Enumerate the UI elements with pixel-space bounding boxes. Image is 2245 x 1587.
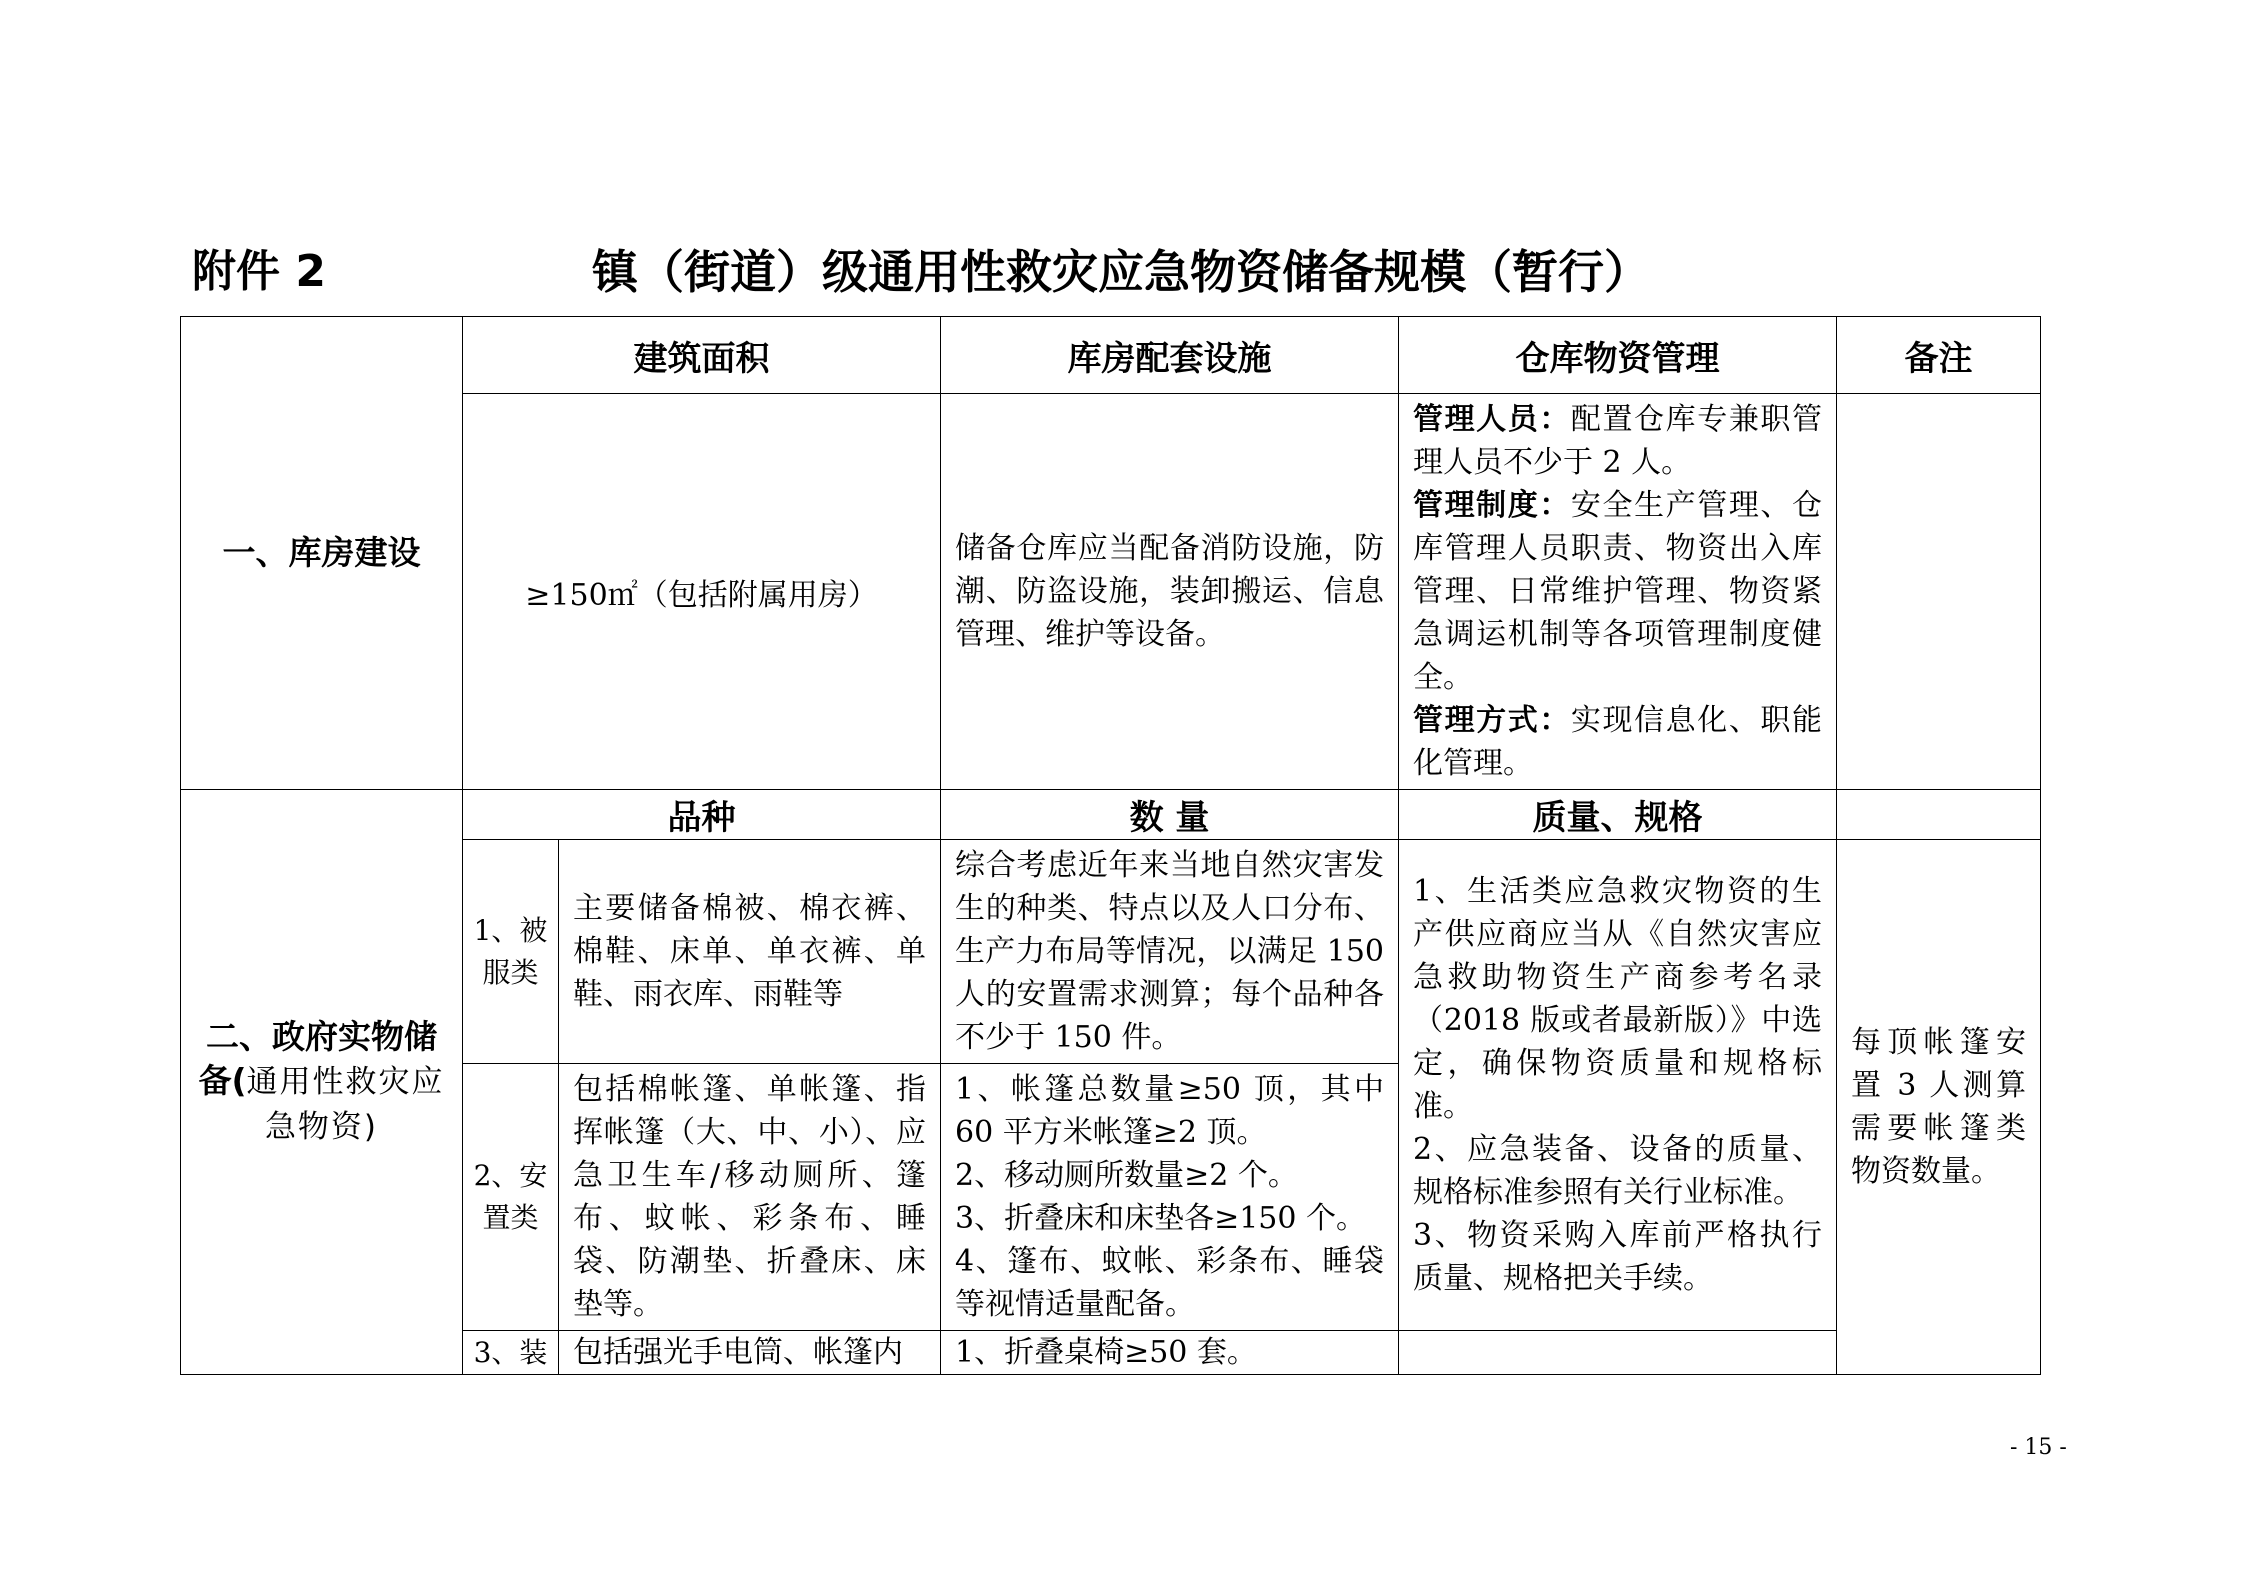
management-text: 配置仓库专兼职管理人员不少于 2 人。 <box>1413 402 1823 480</box>
section2-subtitle: 通用性救灾应急物资) <box>246 1064 445 1145</box>
quantity-equipment: 1、折叠桌椅≥50 套。 <box>941 1331 1399 1375</box>
management-text: 安全生产管理、仓库管理人员职责、物资出入库管理、日常维护管理、物资紧急调运机制等各项管理制度健全。 <box>1413 488 1823 695</box>
section2-title: 二、政府实物储备( <box>198 1017 437 1100</box>
quantity-line: 4、篷布、蚊帐、彩条布、睡袋等视情适量配备。 <box>955 1244 1384 1322</box>
management-label: 管理人员： <box>1413 402 1571 437</box>
col-header-quantity: 数 量 <box>941 790 1399 840</box>
quantity-line: 2、移动厕所数量≥2 个。 <box>955 1158 1298 1193</box>
quality-item: 2、应急装备、设备的质量、规格标准参照有关行业标准。 <box>1413 1132 1822 1210</box>
variety-shelter: 包括棉帐篷、单帐篷、指挥帐篷（大、中、小）、应急卫生车/移动厕所、篷布、蚊帐、彩条布、睡袋、防潮垫、折叠床、床垫等。 <box>559 1064 941 1331</box>
quality-cell <box>1399 840 1837 1331</box>
page-number: - 15 - <box>2010 1435 2067 1460</box>
management-label: 管理制度： <box>1413 488 1571 523</box>
col-header-quality: 质量、规格 <box>1399 790 1837 840</box>
management-text: 实现信息化、职能化管理。 <box>1413 703 1823 781</box>
variety-bedding: 主要储备棉被、棉衣裤、棉鞋、床单、单衣裤、单鞋、雨衣库、雨鞋等 <box>559 840 941 1064</box>
building-area-value: ≥150㎡（包括附属用房） <box>463 394 941 790</box>
variety-equipment: 包括强光手电筒、帐篷内 <box>559 1331 941 1375</box>
col-header-facilities: 库房配套设施 <box>941 317 1399 394</box>
col-header-blank <box>1837 790 2041 840</box>
col-header-variety: 品种 <box>463 790 941 840</box>
section1-title-cell <box>181 317 463 790</box>
management-cell <box>1399 394 1837 790</box>
section1-remark-cell <box>1837 394 2041 790</box>
management-item <box>1413 398 1822 484</box>
quantity-bedding: 综合考虑近年来当地自然灾害发生的种类、特点以及人口分布、生产力布局等情况，以满足 150 人的安置需求测算；每个品种各不少于 150 件。 <box>941 840 1399 1064</box>
section1-title: 一、库房建设 <box>222 533 421 572</box>
category-equipment: 3、装 <box>463 1331 559 1375</box>
page-header <box>192 240 2032 304</box>
col-header-management: 仓库物资管理 <box>1399 317 1837 394</box>
document-title: 镇（街道）级通用性救灾应急物资储备规模（暂行） <box>592 245 1650 299</box>
management-item <box>1413 484 1822 699</box>
col-header-remark: 备注 <box>1837 317 2041 394</box>
category-shelter: 2、安置类 <box>463 1064 559 1331</box>
section2-title-cell <box>181 790 463 1375</box>
facilities-text: 储备仓库应当配备消防设施，防潮、防盗设施，装卸搬运、信息管理、维护等设备。 <box>941 394 1399 790</box>
reserve-scale-table <box>180 316 2041 1375</box>
quantity-line: 1、帐篷总数量≥50 顶，其中 60 平方米帐篷≥2 顶。 <box>955 1072 1384 1150</box>
quantity-shelter <box>941 1064 1399 1331</box>
section2-remark: 每顶帐篷安置 3 人测算需要帐篷类物资数量。 <box>1837 840 2041 1375</box>
attachment-label: 附件 2 <box>192 246 326 297</box>
quality-item: 1、生活类应急救灾物资的生产供应商应当从《自然灾害应急救助物资生产商参考名录（2018 版或者最新版）》中选定，确保物资质量和规格标准。 <box>1413 874 1822 1124</box>
col-header-area: 建筑面积 <box>463 317 941 394</box>
quality-item: 3、物资采购入库前严格执行质量、规格把关手续。 <box>1413 1218 1822 1296</box>
category-bedding: 1、被服类 <box>463 840 559 1064</box>
management-item <box>1413 699 1822 785</box>
management-label: 管理方式： <box>1413 703 1571 738</box>
quantity-line: 3、折叠床和床垫各≥150 个。 <box>955 1201 1367 1236</box>
quality-blank-cell <box>1399 1331 1837 1375</box>
